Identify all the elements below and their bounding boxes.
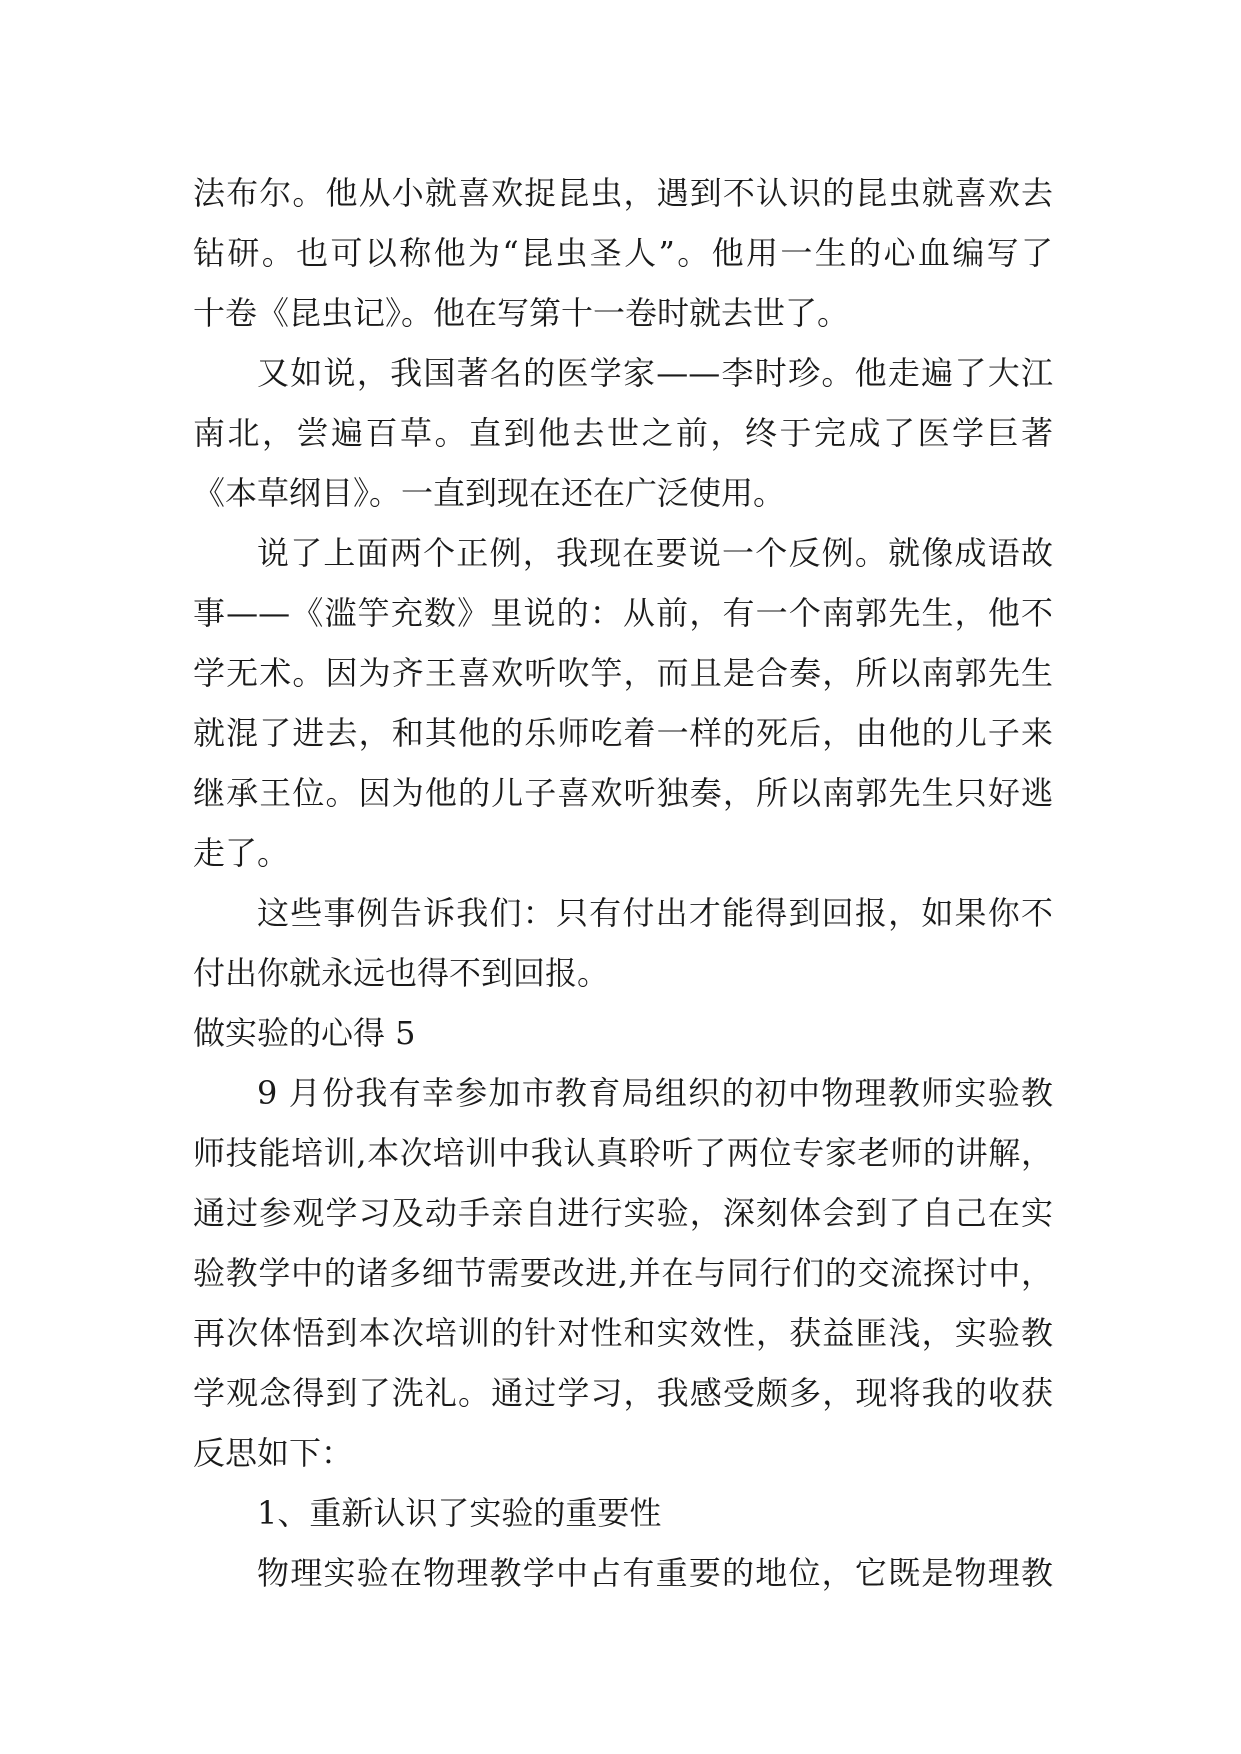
text-line: 法布尔。他从小就喜欢捉昆虫，遇到不认识的昆虫就喜欢去 [193,174,1053,212]
text-line: 验教学中的诸多细节需要改进,并在与同行们的交流探讨中， [193,1254,1053,1292]
text-line: 就混了进去，和其他的乐师吃着一样的死后，由他的儿子来 [193,714,1053,752]
text-line: 十卷《昆虫记》。他在写第十一卷时就去世了。 [193,294,850,332]
text-line: 学观念得到了洗礼。通过学习，我感受颇多，现将我的收获 [193,1374,1053,1412]
text-line: 通过参观学习及动手亲自进行实验，深刻体会到了自己在实 [193,1194,1053,1232]
text-line: 学无术。因为齐王喜欢听吹竽，而且是合奏，所以南郭先生 [193,654,1053,692]
text-line: 反思如下： [193,1434,354,1472]
text-line: 《本草纲目》。一直到现在还在广泛使用。 [193,474,786,512]
text-line: 付出你就永远也得不到回报。 [193,954,610,992]
list-item-heading: 1、重新认识了实验的重要性 [257,1494,662,1532]
text-line: 钻研。也可以称他为“昆虫圣人”。他用一生的心血编写了 [193,234,1053,272]
text-line: 再次体悟到本次培训的针对性和实效性，获益匪浅，实验教 [193,1314,1053,1352]
section-heading: 做实验的心得 5 [193,1014,416,1052]
text-line: 师技能培训,本次培训中我认真聆听了两位专家老师的讲解， [193,1134,1053,1172]
text-line: 事——《滥竽充数》里说的：从前，有一个南郭先生，他不 [193,594,1053,632]
text-line: 继承王位。因为他的儿子喜欢听独奏，所以南郭先生只好逃 [193,774,1053,812]
text-line: 走了。 [193,834,290,872]
text-line: 这些事例告诉我们：只有付出才能得到回报，如果你不 [257,894,1053,932]
text-line: 说了上面两个正例，我现在要说一个反例。就像成语故 [257,534,1053,572]
text-line: 物理实验在物理教学中占有重要的地位，它既是物理教 [257,1554,1053,1592]
text-line: 南北，尝遍百草。直到他去世之前，终于完成了医学巨著 [193,414,1053,452]
text-line: 9 月份我有幸参加市教育局组织的初中物理教师实验教 [257,1074,1053,1112]
document-page [193,163,1053,1603]
text-line: 又如说，我国著名的医学家——李时珍。他走遍了大江 [257,354,1053,392]
